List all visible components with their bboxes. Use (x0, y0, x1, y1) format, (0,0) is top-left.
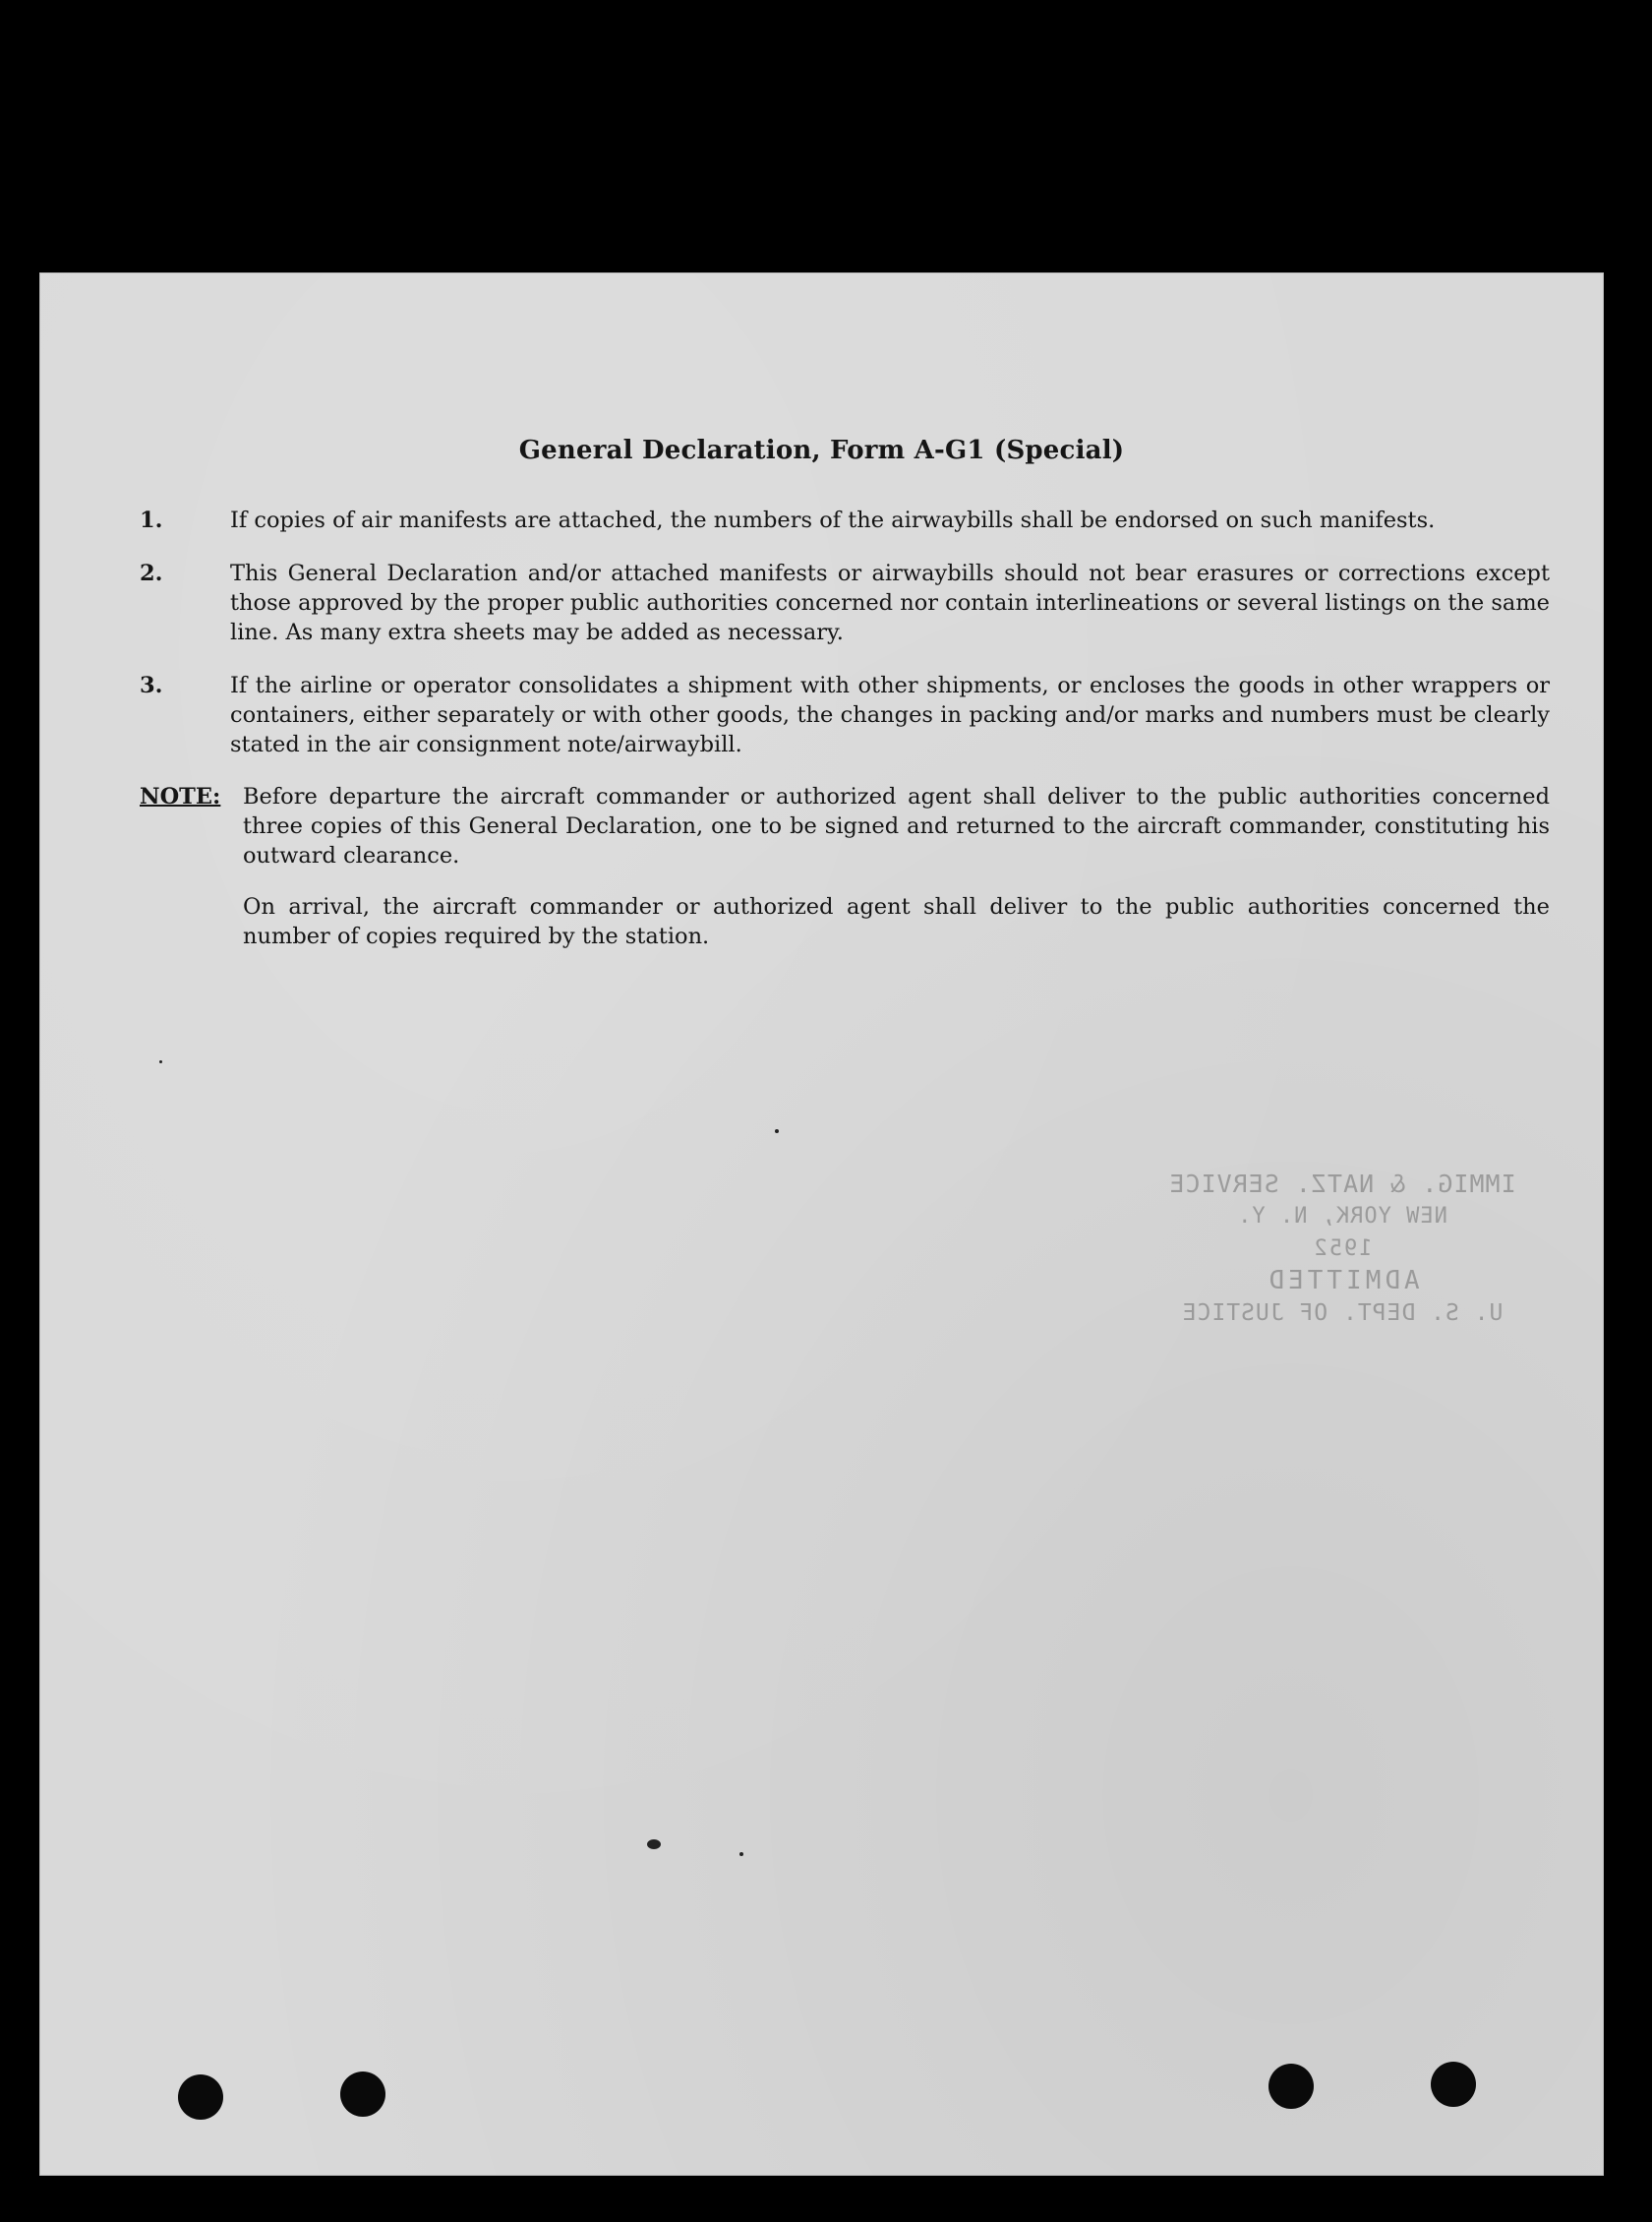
instruction-item-3 (140, 671, 1550, 759)
note-text: Before departure the aircraft commander or authorized agent shall deliver to the public authorities concerned three copies of this General Declaration, one to be signed and returned to the aircraft commander, constituting his outward clearance. (243, 784, 1550, 869)
punch-hole (178, 2074, 223, 2120)
instruction-item-1 (140, 506, 1550, 535)
document-title: General Declaration, Form A-G1 (Special) (518, 436, 1125, 465)
note-section (140, 782, 1550, 871)
item-number: 3. (140, 673, 163, 698)
stamp-line: NEW YORK, N. Y. (1237, 1204, 1447, 1229)
note-arrival-text: On arrival, the aircraft commander or authorized agent shall deliver to the public authorities concerned the number of copies required by the station. (243, 894, 1550, 949)
punch-hole (1431, 2062, 1476, 2107)
item-text: This General Declaration and/or attached manifests or airwaybills should not bear erasures or corrections except those approved by the proper public authorities concerned nor contain interlineations or several listings on the same line. As many extra sheets may be added as necessary. (230, 561, 1550, 645)
document-page (39, 272, 1604, 2176)
paper-speck (775, 1129, 779, 1133)
item-number: 2. (140, 561, 163, 586)
paper-speck (739, 1852, 743, 1856)
item-number: 1. (140, 508, 163, 533)
note-label: NOTE: (140, 784, 221, 810)
paper-speck (159, 1060, 162, 1063)
paper-speck (647, 1839, 661, 1849)
admission-stamp (1155, 1168, 1529, 1330)
stamp-line: 1952 (1312, 1236, 1373, 1261)
item-text: If the airline or operator consolidates a shipment with other shipments, or encloses the goods in other wrappers or containers, either separately or with other goods, the changes in packing and/or marks and numbers must be clearly stated in the air consignment note/airwaybill. (230, 673, 1550, 757)
item-text: If copies of air manifests are attached, the numbers of the airwaybills shall be endorsed on such manifests. (230, 508, 1436, 533)
punch-hole (1268, 2064, 1314, 2109)
punch-hole (340, 2072, 385, 2117)
instruction-item-2 (140, 559, 1550, 647)
stamp-line: IMMIG. & NATZ. SERVICE (1168, 1170, 1516, 1198)
stamp-line: ADMITTED (1265, 1266, 1420, 1295)
stamp-line: U. S. DEPT. OF JUSTICE (1181, 1300, 1504, 1326)
